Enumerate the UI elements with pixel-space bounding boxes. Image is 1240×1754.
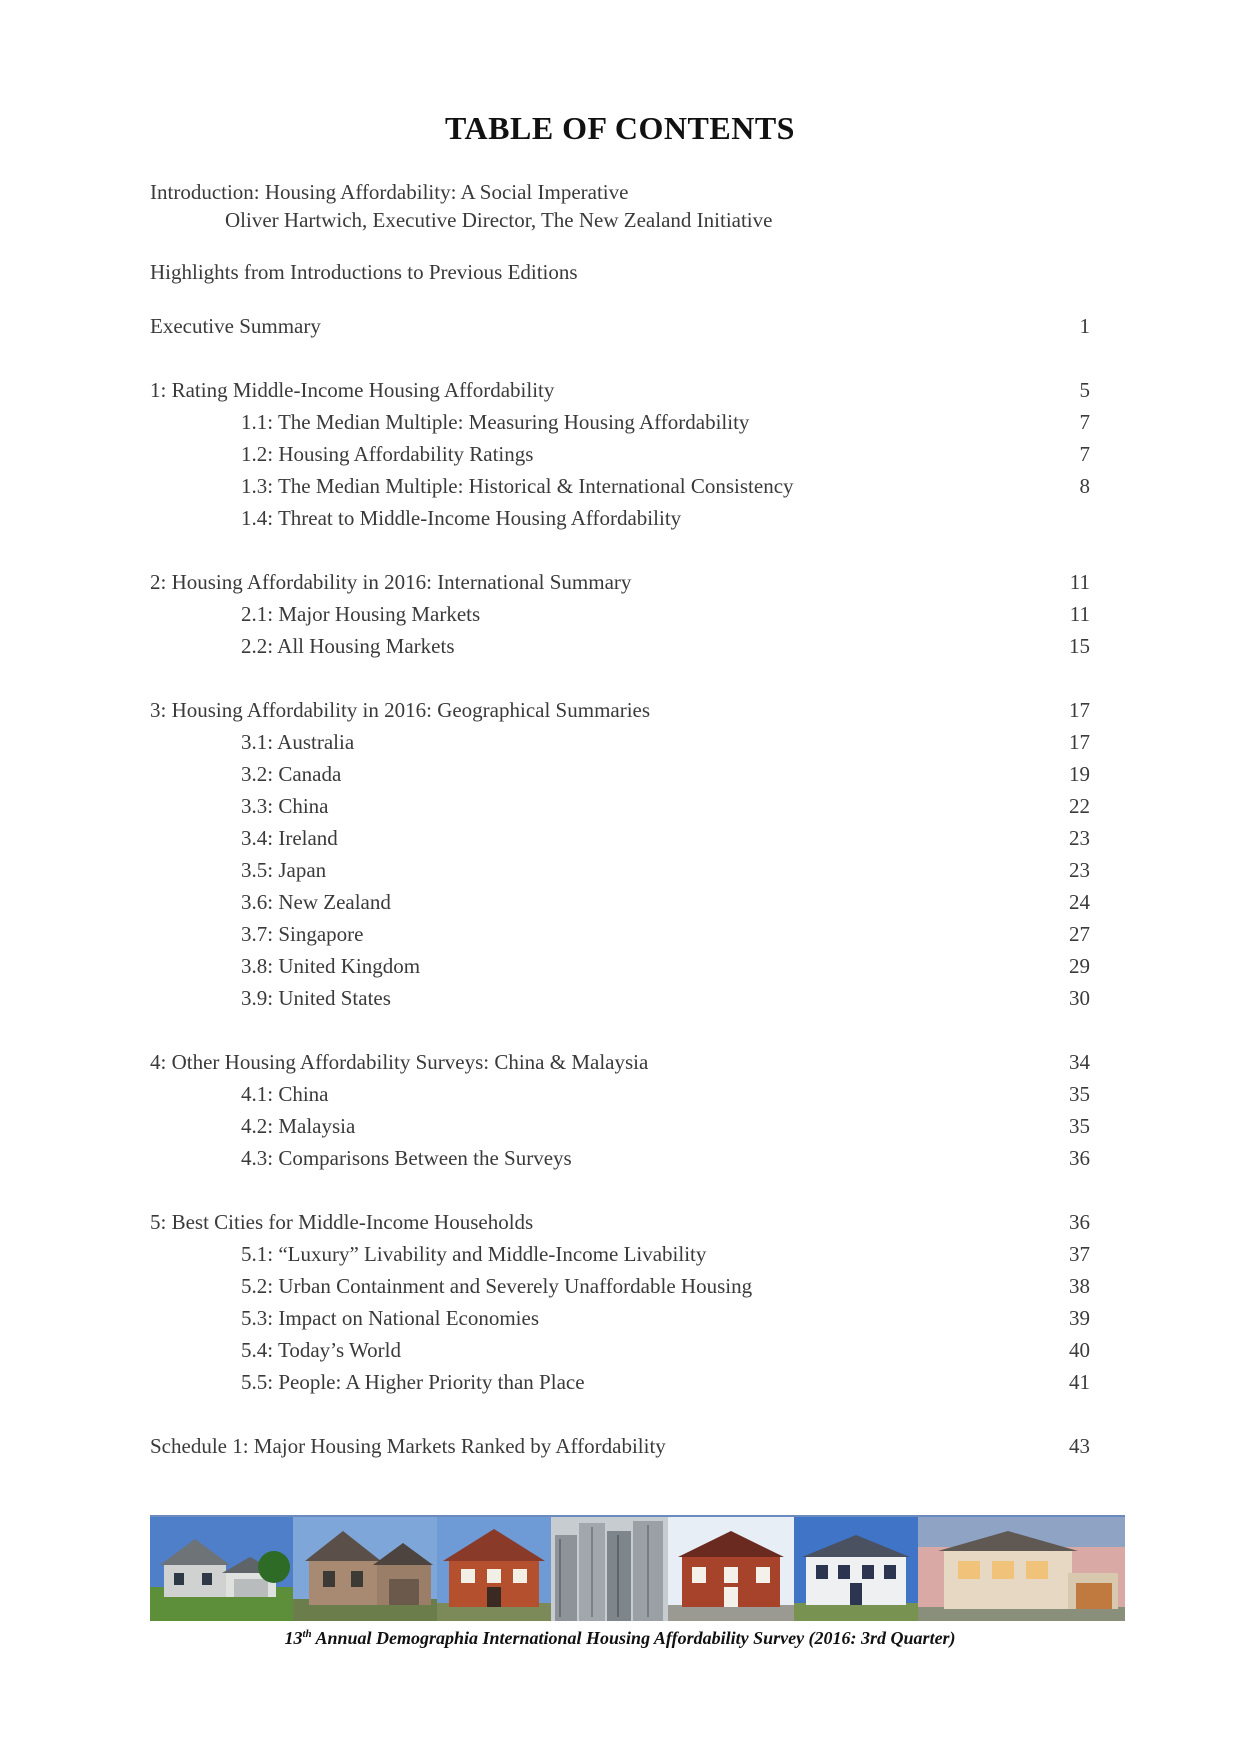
toc-entry-label: 3: Housing Affordability in 2016: Geographical Summaries [150,698,651,722]
toc-subentry[interactable] [150,1238,1090,1270]
toc-entry[interactable] [150,694,1090,726]
highlights-line: Highlights from Introductions to Previous Editions [150,260,578,284]
toc-entry-label: 4.1: China [241,1082,329,1106]
toc-entry-label: 3.7: Singapore [241,922,364,946]
toc-entry-label: 3.8: United Kingdom [241,954,421,978]
toc-subentry[interactable] [150,758,1090,790]
toc-entry-label: 3.4: Ireland [241,826,338,850]
toc-entry-label: 3.3: China [241,794,329,818]
toc-entry-label: 1: Rating Middle-Income Housing Affordability [150,378,555,402]
toc-entry-label: 5.1: “Luxury” Livability and Middle-Income Livability [241,1242,707,1266]
toc-subentry[interactable] [150,950,1090,982]
toc-entry-label: 3.2: Canada [241,762,342,786]
toc-subentry[interactable] [150,406,1090,438]
toc-entry-page: 19 [1069,762,1090,786]
toc-subentry[interactable] [150,502,1090,534]
intro-title: Introduction: Housing Affordability: A Social Imperative [150,180,629,204]
toc-subentry[interactable] [150,726,1090,758]
toc-entry[interactable] [150,310,1090,342]
toc-entry-label: 1.4: Threat to Middle-Income Housing Affordability [241,506,682,530]
house-photo [293,1517,437,1621]
toc-subentry[interactable] [150,790,1090,822]
toc-entry-page: 41 [1069,1370,1090,1394]
house-photo [551,1517,668,1621]
house-photo [437,1517,551,1621]
toc-entry-page: 36 [1069,1210,1090,1234]
toc-entry-label: 3.9: United States [241,986,391,1010]
toc-entry-page: 29 [1069,954,1090,978]
toc-subentry[interactable] [150,470,1090,502]
toc-entry-page: 40 [1069,1338,1090,1362]
toc-entry-page: 27 [1069,922,1090,946]
toc-entry[interactable] [150,1046,1090,1078]
toc-entry-label: 2.2: All Housing Markets [241,634,455,658]
toc-entry-page: 15 [1069,634,1090,658]
toc-entry-label: 5.4: Today’s World [241,1338,401,1362]
toc-entry-page: 5 [1079,378,1090,402]
survey-title: Annual Demographia International Housing Affordability Survey (2016: 3rd Quarter) [311,1628,956,1648]
toc-subentry[interactable] [150,1078,1090,1110]
footer-caption [0,1628,1240,1649]
toc-entry-label: 5.2: Urban Containment and Severely Unaffordable Housing [241,1274,753,1298]
house-photo [668,1517,794,1621]
edition-ordinal: th [302,1628,312,1640]
intro-author: Oliver Hartwich, Executive Director, The New Zealand Initiative [225,208,773,232]
page-title: TABLE OF CONTENTS [445,110,795,146]
toc-entry-label: 5.5: People: A Higher Priority than Place [241,1370,585,1394]
toc-subentry[interactable] [150,854,1090,886]
toc-entry-page: 34 [1069,1050,1090,1074]
toc-subentry[interactable] [150,918,1090,950]
toc-subentry[interactable] [150,1334,1090,1366]
toc-subentry[interactable] [150,1270,1090,1302]
toc-entry-label: 1.1: The Median Multiple: Measuring Housing Affordability [241,410,750,434]
toc-entry-page: 24 [1069,890,1090,914]
toc-entry-page: 36 [1069,1146,1090,1170]
toc-entry-label: Schedule 1: Major Housing Markets Ranked by Affordability [150,1434,666,1458]
table-of-contents [150,178,1090,1462]
toc-entry-page: 11 [1069,602,1090,626]
toc-entry-page: 23 [1069,826,1090,850]
toc-entry-page: 17 [1069,730,1090,754]
toc-entry-page: 30 [1069,986,1090,1010]
toc-entry-page: 8 [1079,474,1090,498]
toc-entry-label: 4.2: Malaysia [241,1114,356,1138]
toc-subentry[interactable] [150,438,1090,470]
toc-subentry[interactable] [150,598,1090,630]
toc-entry-label: 3.1: Australia [241,730,355,754]
toc-entry-label: 1.3: The Median Multiple: Historical & International Consistency [241,474,794,498]
toc-entry-label: 1.2: Housing Affordability Ratings [241,442,534,466]
toc-entry[interactable] [150,566,1090,598]
toc-entry-page: 39 [1069,1306,1090,1330]
toc-entry-page: 11 [1069,570,1090,594]
toc-entry-page: 43 [1069,1434,1090,1458]
toc-entry-label: 5.3: Impact on National Economies [241,1306,540,1330]
toc-subentry[interactable] [150,1366,1090,1398]
toc-subentry[interactable] [150,630,1090,662]
toc-entry[interactable] [150,1206,1090,1238]
toc-entry-label: 2: Housing Affordability in 2016: International Summary [150,570,632,594]
toc-entry-page: 23 [1069,858,1090,882]
toc-entry-page: 7 [1079,410,1090,434]
toc-entry-label: 4: Other Housing Affordability Surveys: China & Malaysia [150,1050,649,1074]
toc-entry-label: 2.1: Major Housing Markets [241,602,481,626]
toc-entry-page: 38 [1069,1274,1090,1298]
toc-entry-page: 1 [1079,314,1090,338]
toc-entry-page: 17 [1069,698,1090,722]
toc-subentry[interactable] [150,982,1090,1014]
toc-subentry[interactable] [150,1110,1090,1142]
toc-entry-page: 35 [1069,1114,1090,1138]
toc-subentry[interactable] [150,1302,1090,1334]
toc-entry-label: Executive Summary [150,314,321,338]
toc-entry-label: 4.3: Comparisons Between the Surveys [241,1146,572,1170]
toc-subentry[interactable] [150,822,1090,854]
toc-subentry[interactable] [150,1142,1090,1174]
toc-entry-page: 35 [1069,1082,1090,1106]
edition-number: 13 [284,1628,303,1648]
toc-subentry[interactable] [150,886,1090,918]
toc-entry[interactable] [150,374,1090,406]
house-photo [150,1517,293,1621]
toc-entry-label: 3.5: Japan [241,858,327,882]
house-photo [918,1517,1125,1621]
toc-entry[interactable] [150,1430,1090,1462]
house-photo [794,1517,918,1621]
toc-entry-page: 22 [1069,794,1090,818]
toc-entry-label: 5: Best Cities for Middle-Income Households [150,1210,534,1234]
toc-entry-label: 3.6: New Zealand [241,890,391,914]
house-photo-strip [150,1515,1125,1621]
toc-entry-page: 37 [1069,1242,1090,1266]
toc-entry-page: 7 [1079,442,1090,466]
